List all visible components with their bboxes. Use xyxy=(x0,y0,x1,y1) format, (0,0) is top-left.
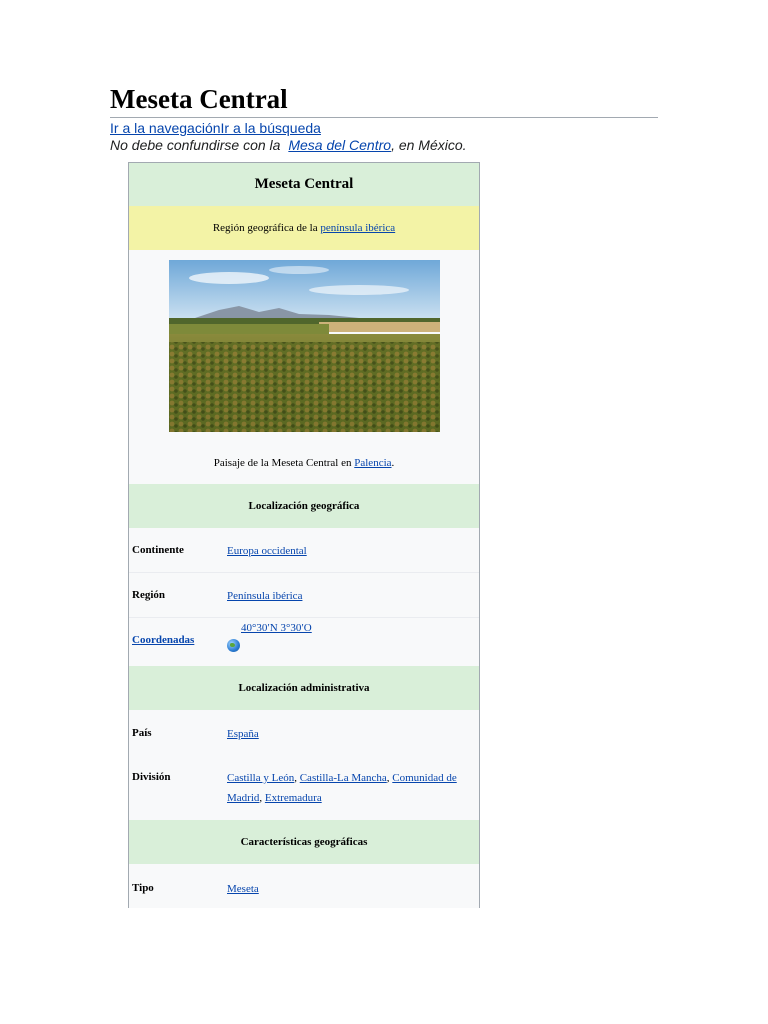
peninsula-iberica-link[interactable]: península ibérica xyxy=(320,222,396,234)
infobox-subtitle-text: Región geográfica de la xyxy=(212,222,321,234)
infobox-title: Meseta Central xyxy=(129,163,479,206)
castilla-y-leon-link[interactable]: Castilla y León xyxy=(227,772,295,784)
espana-link[interactable]: España xyxy=(227,728,259,740)
row-tipo xyxy=(129,864,479,908)
coordenadas-label-link[interactable]: Coordenadas xyxy=(132,634,195,646)
comunidad-de-madrid-link[interactable]: Comunidad de Madrid xyxy=(227,772,457,804)
infobox-caption xyxy=(129,453,479,473)
palencia-link[interactable]: Palencia xyxy=(354,457,392,469)
infobox-subtitle xyxy=(129,206,479,250)
castilla-la-mancha-link[interactable]: Castilla-La Mancha xyxy=(299,772,387,784)
label-region: Región xyxy=(132,589,165,601)
meseta-link[interactable]: Meseta xyxy=(227,883,259,895)
landscape-image[interactable] xyxy=(169,260,440,432)
region-link[interactable]: Península ibérica xyxy=(227,590,303,602)
hatnote-prefix: No debe confundirse con la xyxy=(110,137,281,153)
row-pais xyxy=(129,710,479,754)
label-pais: País xyxy=(132,727,152,739)
continente-link[interactable]: Europa occidental xyxy=(227,545,307,557)
row-continente xyxy=(129,528,479,572)
row-region xyxy=(129,573,479,617)
extremadura-link[interactable]: Extremadura xyxy=(264,792,322,804)
infobox xyxy=(128,162,480,908)
hatnote-link-mesa-del-centro[interactable]: Mesa del Centro xyxy=(288,137,392,153)
row-division: División Castilla y León, Castilla-La Mancha, Comunidad de Madrid, Extremadura xyxy=(132,771,457,804)
label-tipo: Tipo xyxy=(132,882,154,894)
caption-text: Paisaje de la Meseta Central en xyxy=(213,457,355,469)
hatnote xyxy=(110,136,467,154)
section-caracteristicas-geograficas: Características geográficas xyxy=(129,820,479,864)
section-localizacion-geografica: Localización geográfica xyxy=(129,484,479,528)
row-coordenadas xyxy=(129,618,479,664)
caption-period: . xyxy=(391,457,395,469)
globe-icon[interactable] xyxy=(227,639,240,652)
page-title: Meseta Central xyxy=(110,82,658,118)
label-division: División xyxy=(132,771,171,783)
label-continente: Continente xyxy=(132,544,184,556)
coordinates-link[interactable]: 40°30′N 3°30′O xyxy=(241,622,312,634)
section-localizacion-administrativa: Localización administrativa xyxy=(129,666,479,710)
jump-links xyxy=(110,119,321,137)
hatnote-suffix: , en México. xyxy=(391,137,467,153)
jump-to-search-link[interactable]: Ir a la búsqueda xyxy=(220,120,321,136)
jump-to-navigation-link[interactable]: Ir a la navegación xyxy=(110,120,221,136)
